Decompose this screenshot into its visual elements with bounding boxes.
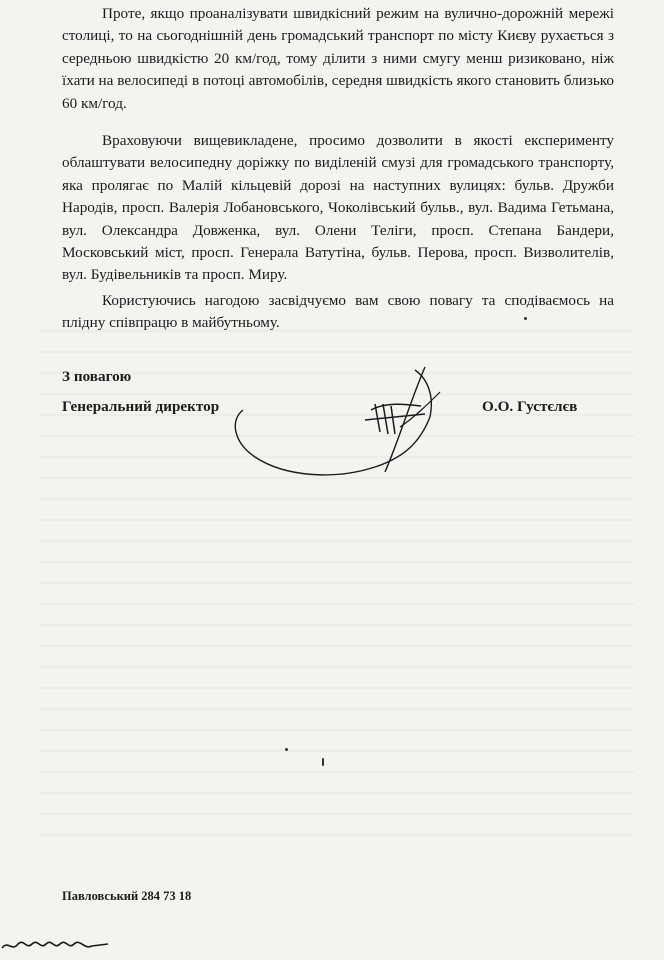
footer-contact: Павловський 284 73 18	[62, 889, 192, 903]
ink-speck	[524, 317, 527, 320]
paragraph-closing: Користуючись нагодою засвідчуємо вам свою повагу та сподіваємось на плідну співпрацю в майбутньому.	[62, 292, 614, 332]
ink-speck	[285, 748, 288, 751]
paragraph-request: Враховуючи вищевикладене, просимо дозволити в якості експерименту облаштувати велосипедну доріжку по виділеній смузі для громадського транспорту, яка пролягає по Малій кільцевій дорозі на наступних вулицях: бульв. Дружби Народів, просп. Валерія Лобановського, Чоколівський бульв., вул. Вадима Гетьмана, вул. Олександра Довженка, вул. Олени Теліги, просп. Степана Бандери, Московський міст, просп. Генерала Ватутіна, бульв. Перова, просп. Визволителів, вул. Будівельників та просп. Миру.	[62, 132, 614, 284]
paragraph-speed-analysis: Проте, якщо проаналізувати швидкісний режим на вулично-дорожній мережі столиці, то на сьогоднішній день громадський транспорт по місту Києву рухається з середньою швидкістю 20 км/год, тому ділити з ними смугу менш ризиковано, ніж їхати на велосипеді в потоці автомобілів, середня швидкість якого становить близько 60 км/год.	[62, 5, 614, 112]
signer-position: Генеральний директор	[62, 398, 220, 415]
handwritten-signature	[225, 362, 485, 487]
signer-name: О.О. Густєлєв	[482, 398, 578, 415]
corner-scribble	[0, 930, 110, 960]
ink-speck	[322, 758, 324, 766]
regards-line: З повагою	[62, 368, 132, 385]
